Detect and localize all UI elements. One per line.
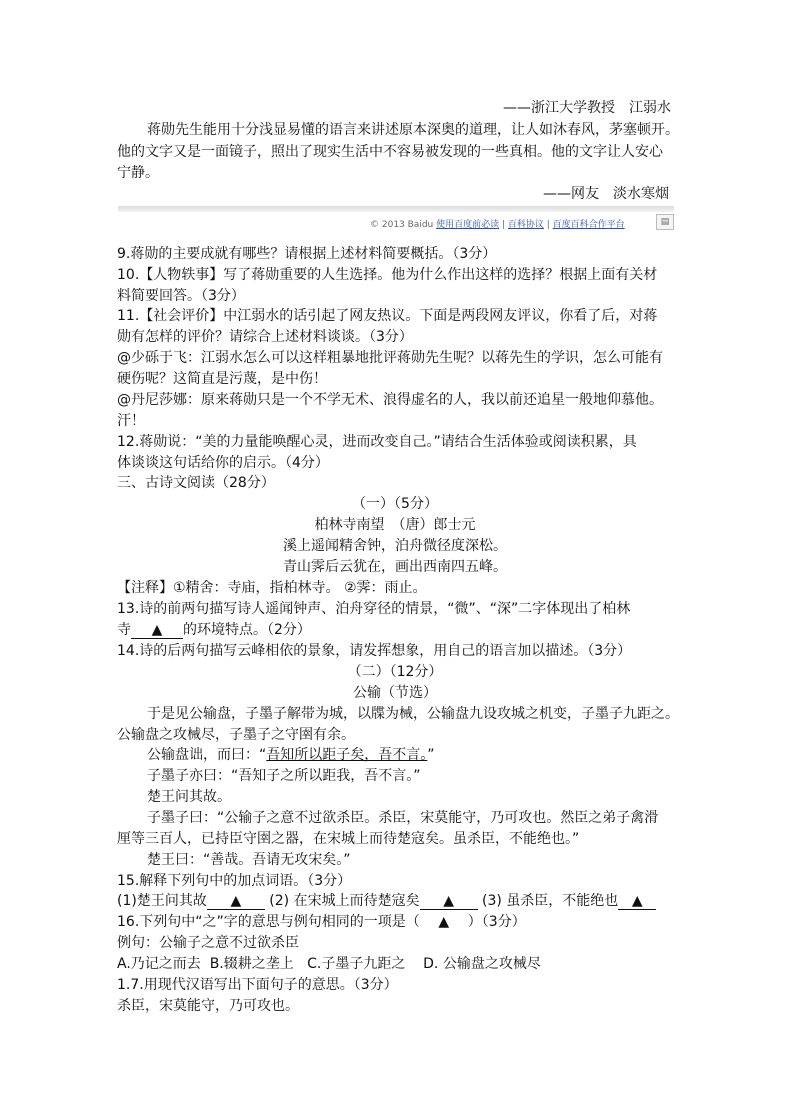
- prose-para-5-line1: 子墨子曰：“公输子之意不过欲杀臣。杀臣，宋莫能守，乃可攻也。然臣之弟子禽滑: [147, 810, 659, 826]
- quote-signature-netizen: ——网友 淡水寒烟: [543, 186, 669, 202]
- quote-signature-jiang: ——浙江大学教授 江弱水: [503, 100, 671, 116]
- prose-para-6: 楚王曰：“善哉。吾请无攻宋矣。”: [147, 852, 351, 868]
- footer-divider: [118, 206, 674, 212]
- prose-para-2: 公输盘诎，而曰：“吾知所以距子矣，吾不言。”: [147, 747, 435, 763]
- example-sentence: 例句：公输子之意不过欲杀臣: [117, 935, 299, 951]
- question-11-line2: 勋有怎样的评价？请综合上述材料谈谈。（3分）: [117, 329, 413, 345]
- prose-title: 公输（节选）: [353, 685, 437, 701]
- underlined-sentence: 吾知所以距子矣，吾不言。: [266, 747, 428, 763]
- prose-para-3: 子墨子亦曰：“吾知子之所以距我，吾不言。”: [147, 768, 421, 784]
- footer-text: © 2013 Baidu 使用百度前必读 | 百科协议 | 百度百科合作平台: [370, 220, 625, 230]
- section-3-heading: 三、古诗文阅读（28分）: [117, 475, 275, 491]
- question-17: 1.7.用现代汉语写出下面句子的意思。（3分）: [117, 977, 398, 993]
- question-15: 15.解释下列句中的加点词语。（3分）: [117, 873, 352, 889]
- answer-blank: ▲: [207, 893, 265, 910]
- answer-blank: ▲: [420, 893, 478, 910]
- comment-2-line1: @丹尼莎娜：原来蒋勋只是一个不学无术、浪得虚名的人，我以前还追星一般地仰慕他。: [117, 392, 663, 408]
- question-9: 9.蒋勋的主要成就有哪些？请根据上述材料简要概括。（3分）: [117, 246, 497, 262]
- footer-link-partner[interactable]: 百度百科合作平台: [552, 220, 625, 230]
- question-17-sentence: 杀臣，宋莫能守，乃可攻也。: [117, 998, 299, 1014]
- question-10-line1: 10.【人物轶事】写了蒋勋重要的人生选择。他为什么作出这样的选择？根据上面有关材: [117, 267, 658, 283]
- prose-para-1-line2: 公输盘之攻械尽，子墨子之守圉有余。: [117, 727, 355, 743]
- option-d: D. 公输盘之攻械尽: [423, 956, 541, 972]
- question-16-options: [117, 954, 541, 974]
- question-15-items: (1)楚王问其故 ▲ (2) 在宋城上而待楚寇矣 ▲ (3) 虽杀臣，不能绝也 ▲: [117, 891, 656, 911]
- part-2-heading: （二）（12分）: [347, 664, 443, 680]
- prose-para-4: 楚王问其故。: [147, 789, 231, 805]
- question-13-line2: 寺 ▲ 的环境特点。（2分）: [117, 622, 311, 638]
- page-icon[interactable]: ▤: [656, 214, 674, 230]
- part-1-heading: （一）（5分）: [352, 496, 438, 512]
- comment-1-line1: @少砾于飞：江弱水怎么可以这样粗暴地批评蒋勋先生呢？以蒋先生的学识，怎么可能有: [117, 350, 663, 366]
- poem-note: 【注释】①精舍：寺庙，指柏林寺。 ②霁：雨止。: [117, 580, 427, 596]
- poem-line-2: 青山霁后云犹在，画出西南四五峰。: [283, 559, 507, 575]
- answer-marker: ▲: [438, 914, 450, 930]
- answer-blank: ▲: [131, 622, 183, 639]
- answer-blank: ▲: [618, 893, 656, 910]
- question-13-line1: 13.诗的前两句描写诗人遥闻钟声、泊舟穿径的情景，“微”、“深”二字体现出了柏林: [117, 601, 631, 617]
- prose-para-1-line1: 于是见公输盘，子墨子解带为城，以牒为械，公输盘九设攻城之机变，子墨子九距之。: [147, 706, 679, 722]
- option-a: A.乃记之而去: [117, 956, 201, 972]
- question-11-line1: 11.【社会评价】中江弱水的话引起了网友热议。下面是两段网友评议，你看了后，对蒋: [117, 308, 658, 324]
- copyright-text: © 2013 Baidu: [370, 220, 434, 230]
- quote-text-line2: 他的文字又是一面镜子，照出了现实生活中不容易被发现的一些真相。他的文字让人安心: [117, 144, 663, 160]
- poem-title: 柏林寺南望 （唐）郎士元: [314, 517, 476, 533]
- option-c: C.子墨子九距之: [307, 956, 406, 972]
- option-b: B.辍耕之垄上: [209, 956, 294, 972]
- quote-text-line1: 蒋勋先生能用十分浅显易懂的语言来讲述原本深奥的道理，让人如沐春风，茅塞顿开。: [147, 122, 679, 138]
- quote-text-line3: 宁静。: [117, 165, 159, 181]
- comment-1-line2: 硬伤呢？这简直是污蔑，是中伤！: [117, 371, 327, 387]
- comment-2-line2: 汗！: [117, 413, 145, 429]
- prose-para-5-line2: 厘等三百人，已持臣守圉之器，在宋城上而待楚寇矣。虽杀臣，不能绝也。”: [117, 831, 580, 847]
- footer-link-agreement[interactable]: 百科协议: [507, 220, 544, 230]
- question-12-line2: 体谈谈这句话给你的启示。（4分）: [117, 455, 329, 471]
- question-16: 16.下列句中“之”字的意思与例句相同的一项是（ ▲ ）（3分）: [117, 914, 526, 930]
- question-10-line2: 料简要回答。（3分）: [117, 288, 245, 304]
- footer-link-read-first[interactable]: 使用百度前必读: [436, 220, 500, 230]
- question-14: 14.诗的后两句描写云峰相依的景象，请发挥想象，用自己的语言加以描述。（3分）: [117, 643, 632, 659]
- poem-line-1: 溪上遥闻精舍钟，泊舟微径度深松。: [283, 538, 507, 554]
- question-12-line1: 12.蒋勋说：“美的力量能唤醒心灵，进而改变自己。”请结合生活体验或阅读积累，具: [117, 434, 637, 450]
- baidu-footer: [118, 206, 674, 234]
